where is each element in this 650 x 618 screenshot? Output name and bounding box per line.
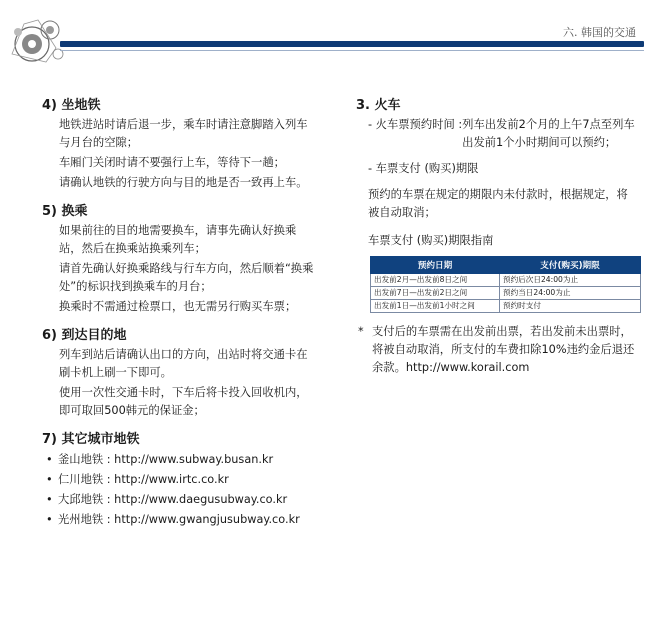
table-cell: 预约当日24:00为止 xyxy=(500,287,641,300)
section-other-cities xyxy=(42,428,314,530)
booking-time-value: 列车出发前2个月的上午7点至列车出发前1个小时期间可以预约； xyxy=(462,118,635,149)
header-bar xyxy=(60,41,644,47)
table-row xyxy=(371,274,641,287)
city-subway-list xyxy=(42,450,314,530)
table-row xyxy=(371,300,641,313)
section-transfer xyxy=(42,200,314,316)
list-item[interactable]: • 光州地铁 : http://www.gwangjusubway.co.kr xyxy=(42,510,314,530)
paragraph: 地铁进站时请后退一步，乘车时请注意脚踏入列车与月台的空隙； xyxy=(59,118,308,149)
section-title: 6) 到达目的地 xyxy=(42,328,127,343)
page-header xyxy=(0,0,650,70)
booking-time-label: - 火车票预约时间 : xyxy=(368,118,463,131)
list-item[interactable]: • 大邱地铁 : http://www.daegusubway.co.kr xyxy=(42,490,314,510)
right-column xyxy=(356,94,636,377)
table-cell: 出发前7日—出发前2日之间 xyxy=(371,287,500,300)
table-cell: 出发前2月—出发前8日之间 xyxy=(371,274,500,287)
table-cell: 出发前1日—出发前1小时之间 xyxy=(371,300,500,313)
table-cell: 预约后次日24:00为止 xyxy=(500,274,641,287)
table-cell: 预约时支付 xyxy=(500,300,641,313)
section-subway xyxy=(42,94,314,192)
payment-label: - 车票支付 (购买)期限 xyxy=(368,162,479,175)
column-header: 支付(购买)期限 xyxy=(500,257,641,274)
footnote xyxy=(356,323,636,377)
table-header-row xyxy=(371,257,641,274)
footnote-marker: * xyxy=(358,325,364,338)
left-column xyxy=(42,94,314,538)
list-item[interactable]: • 仁川地铁 : http://www.irtc.co.kr xyxy=(42,470,314,490)
table-row xyxy=(371,287,641,300)
chapter-title: 六. 韩国的交通 xyxy=(563,26,636,39)
section-title: 5) 换乘 xyxy=(42,204,88,219)
column-header: 预约日期 xyxy=(371,257,500,274)
booking-time-row xyxy=(356,116,636,152)
paragraph: 请确认地铁的行驶方向与目的地是否一致再上车。 xyxy=(59,176,308,189)
decorative-emblem-icon xyxy=(6,14,68,66)
paragraph: 列车到站后请确认出口的方向，出站时将交通卡在刷卡机上刷一下即可。 xyxy=(59,348,308,379)
footnote-text: 支付后的车票需在出发前出票，若出发前未出票时，将被自动取消，所支付的车费扣除10%违约金后退还余款。http://www.korail.com xyxy=(372,325,635,374)
payment-deadline-table xyxy=(370,256,641,313)
section-arrival xyxy=(42,324,314,420)
paragraph: 使用一次性交通卡时，下车后将卡投入回收机内，即可取回500韩元的保证金； xyxy=(59,386,308,417)
paragraph: 如果前往的目的地需要换车，请事先确认好换乘站，然后在换乘站换乘列车； xyxy=(59,224,297,255)
section-title: 4) 坐地铁 xyxy=(42,98,101,113)
guide-title: 车票支付 (购买)期限指南 xyxy=(368,234,494,247)
section-title: 3. 火车 xyxy=(356,98,401,113)
paragraph: 换乘时不需通过检票口，也无需另行购买车票； xyxy=(59,300,297,313)
list-item[interactable]: • 釜山地铁 : http://www.subway.busan.kr xyxy=(42,450,314,470)
paragraph: 请首先确认好换乘路线与行车方向，然后顺着“换乘处”的标识找到换乘车的月台； xyxy=(59,262,314,293)
section-title: 7) 其它城市地铁 xyxy=(42,432,140,447)
paragraph: 车厢门关闭时请不要强行上车，等待下一趟； xyxy=(59,156,285,169)
header-rule xyxy=(60,50,644,51)
payment-text: 预约的车票在规定的期限内未付款时，根据规定，将被自动取消； xyxy=(368,188,628,219)
